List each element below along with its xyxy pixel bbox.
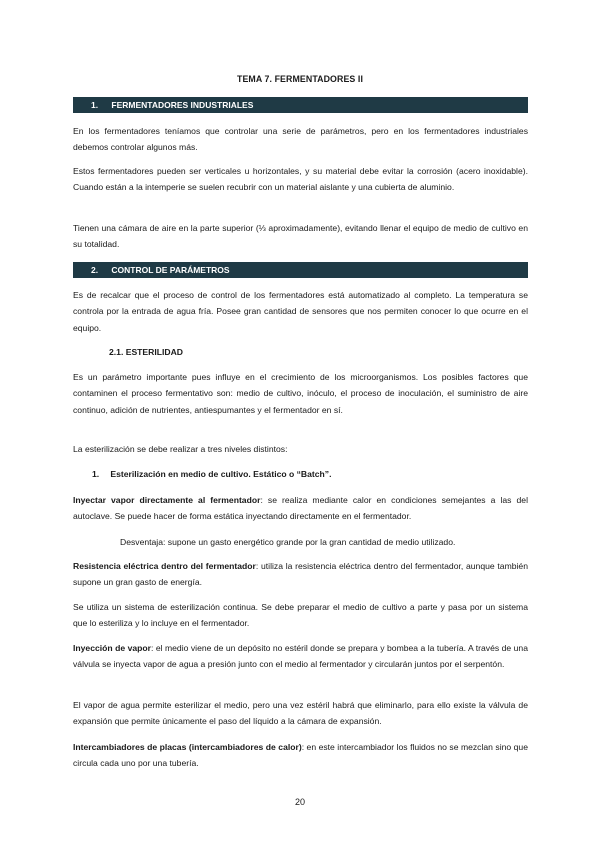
paragraph: Es de recalcar que el proceso de control de los fermentadores está automatizado al completo. La temperatura se controla por la entrada de agua fría. Posee gran cantidad de sensores que nos permiten conocer lo que ocurre en el equipo. [73,290,528,333]
list-number: 1. [92,469,100,479]
list-text: Esterilización en medio de cultivo. Estático o “Batch”. [110,469,332,479]
definition: : el medio viene de un depósito no estéril donde se prepara y bombea a la tubería. A través de una válvula se inyecta vapor de agua a presión junto con el medio al fermentador y circularán juntos por el serpentón. [73,643,528,670]
paragraph [73,558,528,591]
paragraph: Estos fermentadores pueden ser verticales u horizontales, y su material debe evitar la corrosión (acero inoxidable). Cuando están a la intemperie se suelen recubrir con un material aislante y una cubierta de aluminio. [73,166,528,193]
paragraph: Es un parámetro importante pues influye en el crecimiento de los microorganismos. Los posibles factores que contaminen el proceso fermentativo son: medio de cultivo, inóculo, el proceso de inoculación, el suministro de aire continuo, adición de nutrientes, antiespumantes y el fermentador en sí. [73,372,528,415]
definition: : utiliza la resistencia eléctrica dentro del fermentador, aunque también supone un gran gasto de energía. [73,561,528,588]
paragraph: La esterilización se debe realizar a tres niveles distintos: [73,444,288,454]
paragraph: El vapor de agua permite esterilizar el medio, pero una vez estéril habrá que eliminarlo, para ello existe la válvula de expansión que permite únicamente el paso del líquido a la cámara de expansión. [73,700,528,727]
page-number: 20 [294,797,305,807]
term: Resistencia eléctrica dentro del fermentador [73,561,256,571]
paragraph [73,739,528,772]
section-header-1 [73,97,528,113]
section-title: CONTROL DE PARÁMETROS [111,265,230,275]
term: Inyectar vapor directamente al fermentador [73,495,261,505]
paragraph [73,640,528,673]
section-header-2 [73,262,528,278]
definition: : en este intercambiador los fluidos no se mezclan sino que circula cada uno por una tubería. [73,742,528,769]
list-item [92,466,332,482]
section-title: FERMENTADORES INDUSTRIALES [111,100,254,110]
document-title: TEMA 7. FERMENTADORES II [236,74,364,84]
paragraph [73,492,528,525]
definition: : se realiza mediante calor en condiciones semejantes a las del autoclave. Se puede hacer de forma estática inyectando directamente en el fermentador. [73,495,528,522]
note: Desventaja: supone un gasto energético grande por la gran cantidad de medio utilizado. [120,537,456,547]
section-number: 2. [91,265,99,275]
term: Inyección de vapor [73,643,151,653]
paragraph: Se utiliza un sistema de esterilización continua. Se debe preparar el medio de cultivo a parte y pasa por un sistema que lo esteriliza y lo incluye en el fermentador. [73,602,528,629]
subsection-heading: 2.1. ESTERILIDAD [109,347,184,357]
term: Intercambiadores de placas (intercambiadores de calor) [73,742,302,752]
section-number: 1. [91,100,99,110]
paragraph: En los fermentadores teníamos que controlar una serie de parámetros, pero en los fermentadores industriales debemos controlar algunos más. [73,126,528,153]
paragraph: Tienen una cámara de aire en la parte superior (⅓ aproximadamente), evitando llenar el equipo de medio de cultivo en su totalidad. [73,223,528,250]
